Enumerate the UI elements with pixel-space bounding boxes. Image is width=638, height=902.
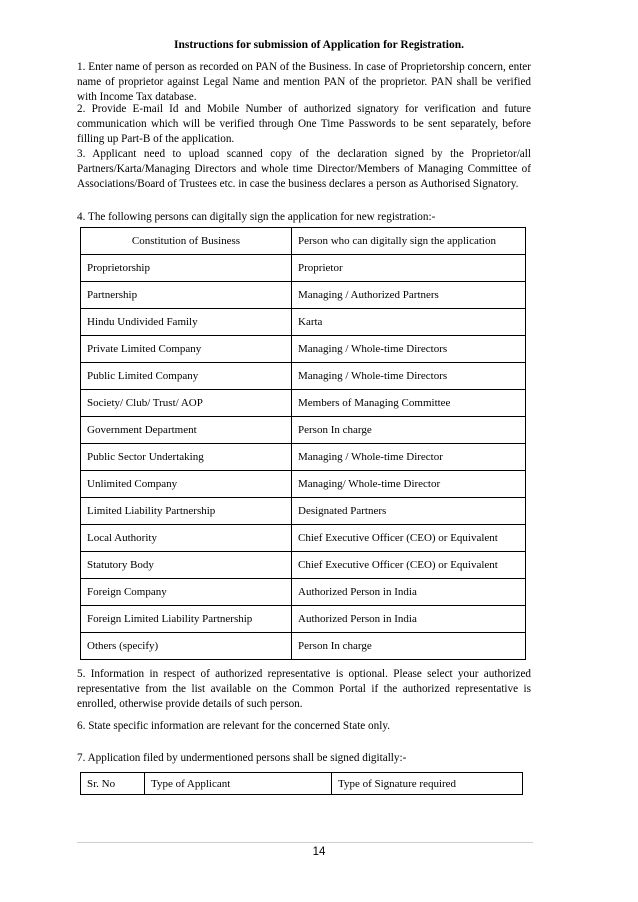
table-row <box>81 390 526 417</box>
instruction-2: 2. Provide E-mail Id and Mobile Number of authorized signatory for verification and future communication which will be verified through One Time Passwords to be sent separately, before filling up Part-B of the application. <box>77 103 531 145</box>
signatory-table <box>80 227 526 660</box>
constitution-cell: Local Authority <box>81 525 292 552</box>
table-row <box>81 633 526 660</box>
table-row <box>81 525 526 552</box>
instruction-3: 3. Applicant need to upload scanned copy of the declaration signed by the Proprietor/all Partners/Karta/Managing Directors and whole time Director/Members of Managing Committee of Associations/Board of Trustees etc. in case the business declares a person as Authorised Signatory. <box>77 148 531 190</box>
table-row <box>81 498 526 525</box>
table-row <box>81 282 526 309</box>
instruction-6: 6. State specific information are relevant for the concerned State only. <box>77 720 391 732</box>
table-row <box>81 606 526 633</box>
table-row <box>81 471 526 498</box>
table-row <box>81 552 526 579</box>
signature-table-header <box>81 773 523 795</box>
signatory-cell: Managing / Authorized Partners <box>292 282 526 309</box>
page-number: 14 <box>312 846 326 858</box>
constitution-cell: Partnership <box>81 282 292 309</box>
constitution-cell: Public Sector Undertaking <box>81 444 292 471</box>
table-row <box>81 309 526 336</box>
signatory-cell: Karta <box>292 309 526 336</box>
header-constitution: Constitution of Business <box>81 228 292 255</box>
constitution-cell: Foreign Company <box>81 579 292 606</box>
header-sr-no: Sr. No <box>81 773 145 795</box>
footer-divider <box>77 842 533 843</box>
header-applicant-type: Type of Applicant <box>145 773 332 795</box>
table-row <box>81 579 526 606</box>
constitution-cell: Society/ Club/ Trust/ AOP <box>81 390 292 417</box>
header-signature-type: Type of Signature required <box>332 773 523 795</box>
constitution-cell: Public Limited Company <box>81 363 292 390</box>
constitution-cell: Government Department <box>81 417 292 444</box>
signatory-cell: Authorized Person in India <box>292 606 526 633</box>
constitution-cell: Statutory Body <box>81 552 292 579</box>
instruction-5: 5. Information in respect of authorized representative is optional. Please select your authorized representative from the list available on the Common Portal if the authorized representative is enrolled, otherwise provide details of such person. <box>77 668 531 710</box>
constitution-cell: Unlimited Company <box>81 471 292 498</box>
constitution-cell: Proprietorship <box>81 255 292 282</box>
constitution-cell: Private Limited Company <box>81 336 292 363</box>
constitution-cell: Others (specify) <box>81 633 292 660</box>
signatory-cell: Chief Executive Officer (CEO) or Equivalent <box>292 552 526 579</box>
constitution-cell: Limited Liability Partnership <box>81 498 292 525</box>
table-row <box>81 336 526 363</box>
page-title: Instructions for submission of Application for Registration. <box>174 39 464 51</box>
instruction-1: 1. Enter name of person as recorded on PAN of the Business. In case of Proprietorship concern, enter name of proprietor against Legal Name and mention PAN of the proprietor. PAN shall be verified with Income Tax database. <box>77 61 531 103</box>
table-row <box>81 444 526 471</box>
signatory-cell: Authorized Person in India <box>292 579 526 606</box>
table-row <box>81 255 526 282</box>
signatory-cell: Designated Partners <box>292 498 526 525</box>
signatory-cell: Managing/ Whole-time Director <box>292 471 526 498</box>
signatory-cell: Person In charge <box>292 417 526 444</box>
signature-type-table <box>80 772 523 795</box>
header-signatory: Person who can digitally sign the application <box>292 228 526 255</box>
signatory-cell: Members of Managing Committee <box>292 390 526 417</box>
signatory-cell: Person In charge <box>292 633 526 660</box>
signatory-cell: Proprietor <box>292 255 526 282</box>
instruction-4: 4. The following persons can digitally sign the application for new registration:- <box>77 211 436 223</box>
signatory-table-header <box>81 228 526 255</box>
signatory-cell: Chief Executive Officer (CEO) or Equivalent <box>292 525 526 552</box>
signatory-cell: Managing / Whole-time Director <box>292 444 526 471</box>
instruction-7: 7. Application filed by undermentioned persons shall be signed digitally:- <box>77 752 407 764</box>
signatory-cell: Managing / Whole-time Directors <box>292 363 526 390</box>
signatory-cell: Managing / Whole-time Directors <box>292 336 526 363</box>
table-row <box>81 417 526 444</box>
constitution-cell: Hindu Undivided Family <box>81 309 292 336</box>
constitution-cell: Foreign Limited Liability Partnership <box>81 606 292 633</box>
table-row <box>81 363 526 390</box>
